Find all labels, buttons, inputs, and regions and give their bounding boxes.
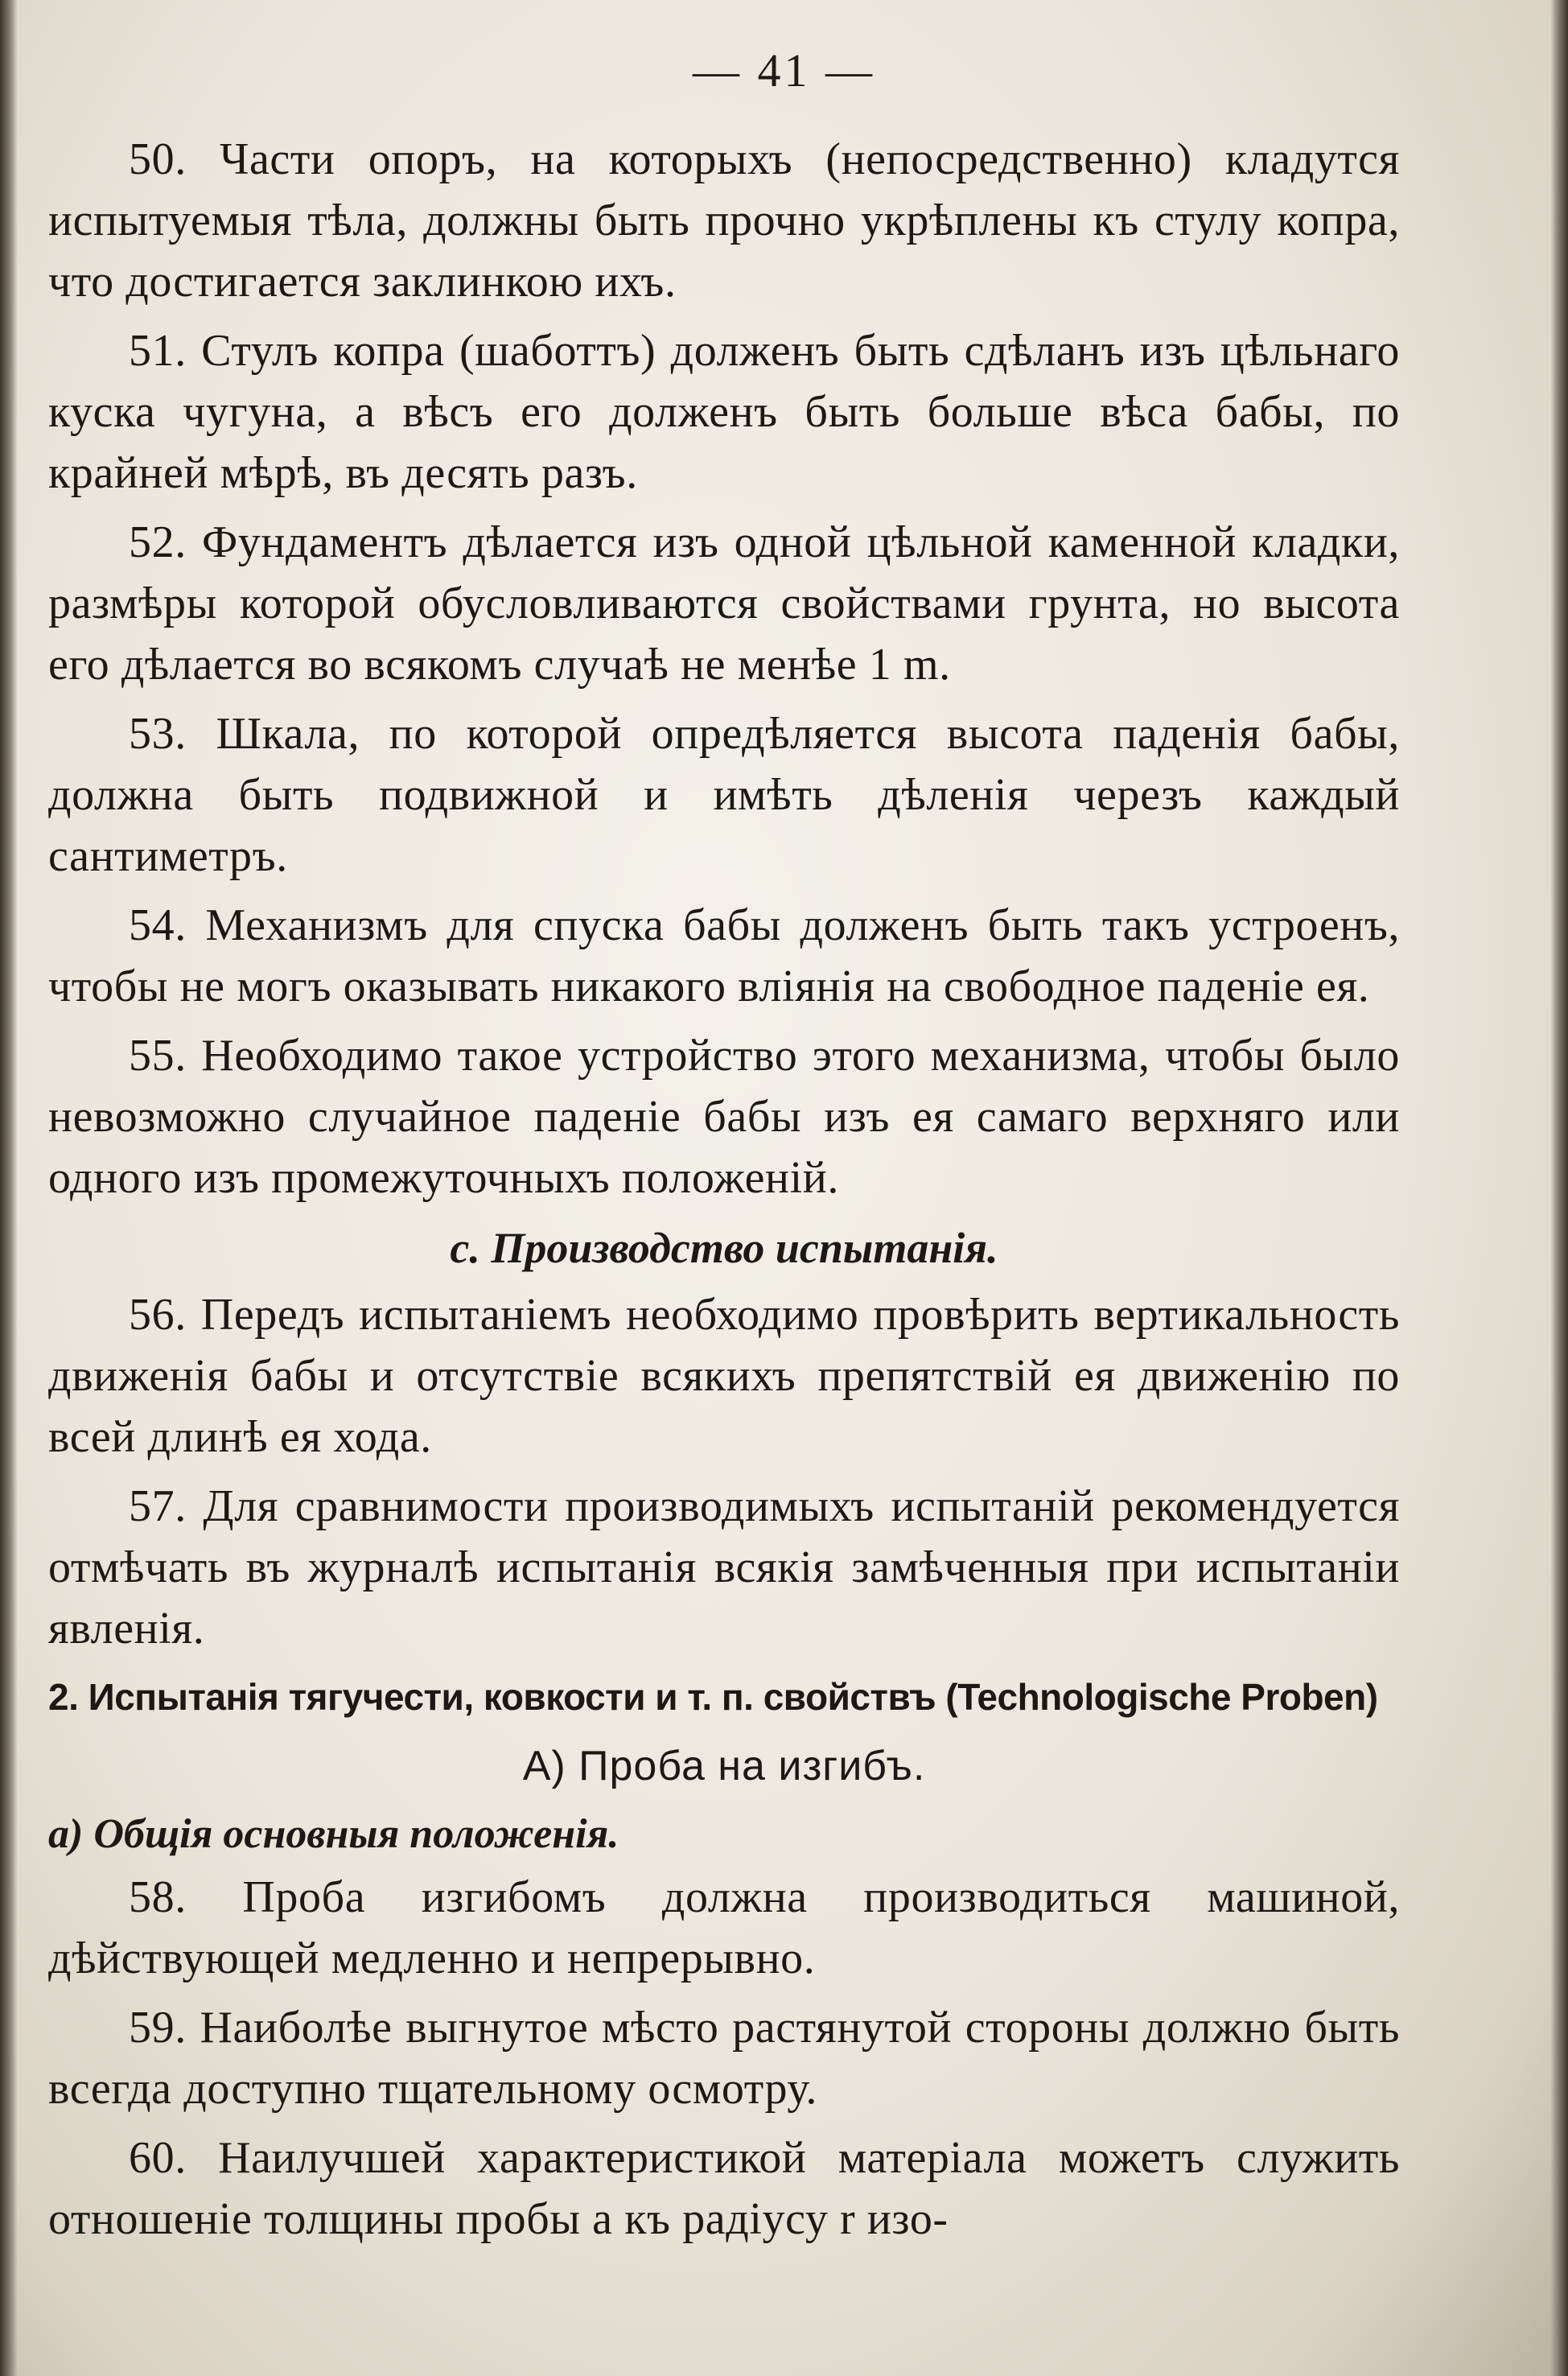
paragraph-51: 51. Стулъ копра (шаботтъ) долженъ быть сдѣланъ изъ цѣльнаго куска чугуна, а вѣсъ его долженъ быть больше вѣса бабы, по крайней мѣрѣ, въ десять разъ. (48, 326, 1400, 498)
page-number: — 41 — (693, 44, 875, 97)
paragraph-54: 54. Механизмъ для спуска бабы долженъ быть такъ устроенъ, чтобы не могъ оказывать никакого вліянія на свободное паденіе ея. (48, 900, 1400, 1011)
paragraph-52: 52. Фундаментъ дѣлается изъ одной цѣльной каменной кладки, размѣры которой обусловливаются свойствами грунта, но высота его дѣлается во всякомъ случаѣ не менѣе 1 m. (48, 517, 1400, 690)
paragraph-58: 58. Проба изгибомъ должна производиться машиной, дѣйствующей медленно и непрерывно. (48, 1872, 1400, 1983)
paragraph-60: 60. Наилучшей характеристикой матеріала можетъ служить отношеніе толщины пробы a къ радіусу r изо- (48, 2133, 1400, 2244)
paragraph-56: 56. Передъ испытаніемъ необходимо провѣрить вертикальность движенія бабы и отсутствіе всякихъ препятствій ея движенію по всей длинѣ ея хода. (48, 1290, 1400, 1462)
paragraph-57: 57. Для сравнимости производимыхъ испытаній рекомендуется отмѣчать въ журналѣ испытанія всякія замѣченныя при испытаніи явленія. (48, 1481, 1400, 1653)
page-edge-left (0, 0, 18, 2376)
section-heading-technological-tests: 2. Испытанія тягучести, ковкости и т. п. свойствъ (Technologische Proben) (48, 1676, 1378, 1718)
page-body (48, 129, 1400, 2258)
minor-heading-general-provisions: a) Общія основныя положенія. (48, 1811, 619, 1857)
paragraph-59: 59. Наиболѣе выгнутое мѣсто растянутой стороны должно быть всегда доступно тщательному осмотру. (48, 2003, 1400, 2114)
page-edge-right (1550, 0, 1568, 2376)
subsection-heading-bend-test: A) Проба на изгибъ. (522, 1743, 926, 1789)
paragraph-55: 55. Необходимо такое устройство этого механизма, чтобы было невозможно случайное паденіе бабы изъ ея самаго верхняго или одного изъ промежуточныхъ положеній. (48, 1031, 1400, 1203)
subheading-testing-procedure: c. Производство испытанія. (450, 1224, 998, 1272)
paragraph-50: 50. Части опоръ, на которыхъ (непосредственно) кладутся испытуемыя тѣла, должны быть прочно укрѣплены къ стулу копра, что достигается заклинкою ихъ. (48, 134, 1400, 307)
paragraph-53: 53. Шкала, по которой опредѣляется высота паденія бабы, должна быть подвижной и имѣть дѣленія черезъ каждый сантиметръ. (48, 709, 1400, 881)
